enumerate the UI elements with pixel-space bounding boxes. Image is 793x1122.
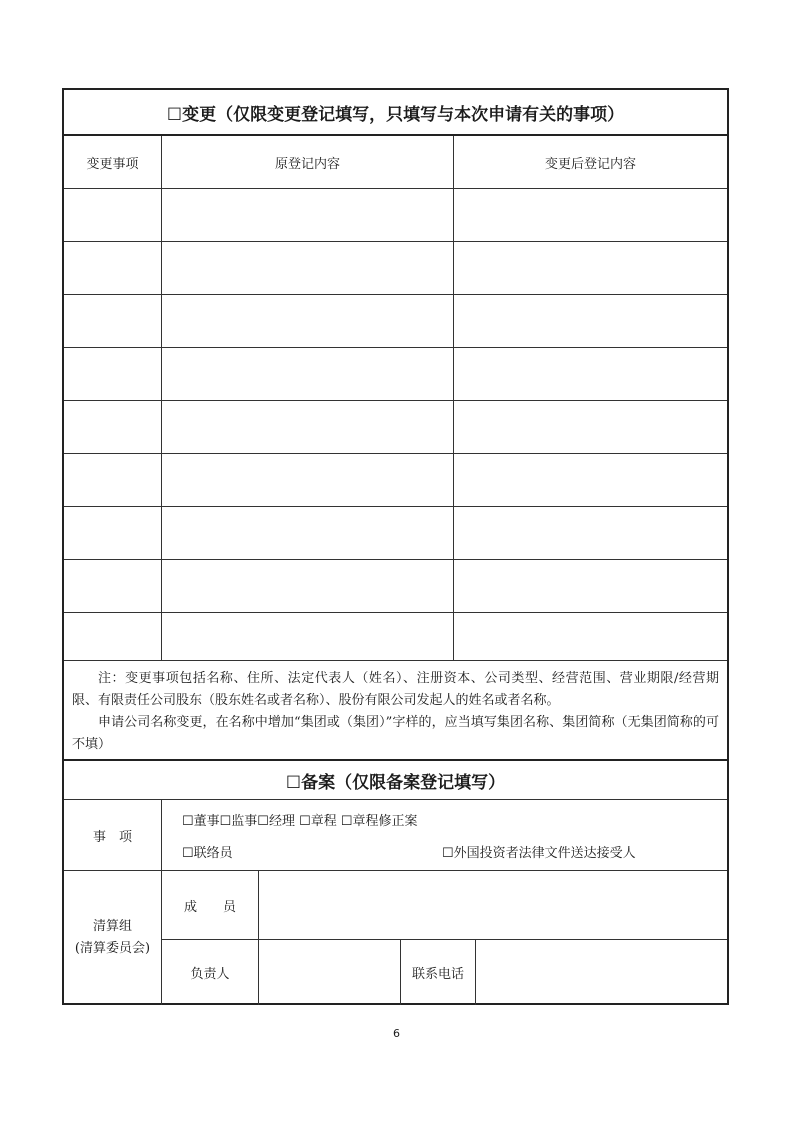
members-label: 成 员 [183, 899, 236, 915]
column-divider [161, 136, 162, 660]
phone-label: 联系电话 [411, 967, 464, 982]
row-line [64, 799, 727, 800]
filing-section-title: ☐备案（仅限备案登记填写） [285, 772, 506, 793]
filing-items-line-1: ☐董事☐监事☐经理 ☐章程 ☐章程修正案 [182, 814, 418, 829]
column-divider [475, 940, 476, 1005]
header-change-item: 变更事项 [86, 156, 139, 172]
filing-items-label: 事 项 [92, 829, 132, 845]
change-note-2: 申请公司名称变更，在名称中增加“集团或（集团）”字样的，应当填写集团名称、集团简称（无集团简称的可不填） [72, 715, 719, 752]
page-number: 6 [393, 1027, 400, 1040]
row-line [64, 347, 727, 348]
liquidation-sublabel: (清算委员会) [74, 941, 151, 956]
row-line [64, 506, 727, 507]
row-line [64, 660, 727, 661]
filing-items-foreign-agent: ☐外国投资者法律文件送达接受人 [442, 846, 636, 861]
row-line [64, 294, 727, 295]
row-line [64, 241, 727, 242]
row-line [64, 188, 727, 189]
change-section-title: ☐变更（仅限变更登记填写，只填写与本次申请有关的事项） [166, 104, 625, 125]
registration-form [62, 88, 729, 1005]
leader-label: 负责人 [190, 967, 230, 982]
filing-items-contact: ☐联络员 [182, 846, 233, 861]
header-original-content: 原登记内容 [274, 156, 340, 172]
row-line [64, 612, 727, 613]
column-divider [453, 136, 454, 660]
header-new-content: 变更后登记内容 [544, 156, 636, 172]
column-divider [258, 871, 259, 1005]
row-line [64, 453, 727, 454]
row-line [64, 559, 727, 560]
liquidation-label-cell [64, 871, 161, 1005]
liquidation-label: 清算组 [92, 919, 132, 934]
change-note-1: 注：变更事项包括名称、住所、法定代表人（姓名）、注册资本、公司类型、经营范围、营业期限/经营期限、有限责任公司股东（股东姓名或者名称）、股份有限公司发起人的姓名或者名称。 [72, 671, 719, 708]
row-line [64, 400, 727, 401]
